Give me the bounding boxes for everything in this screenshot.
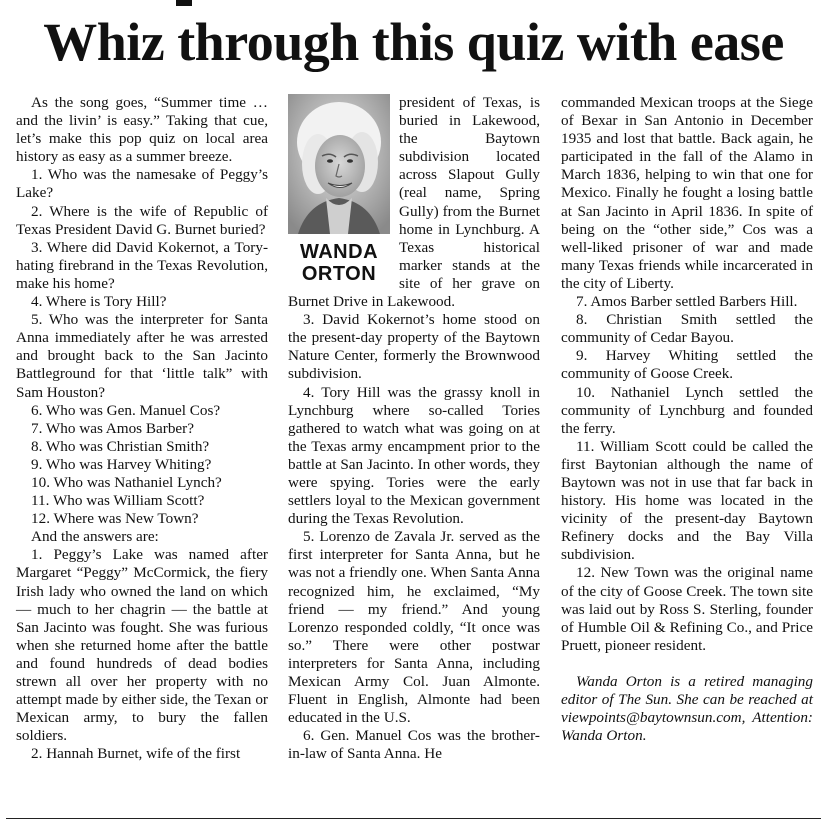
quiz-question-4: 4. Where is Tory Hill? bbox=[31, 293, 167, 311]
column-3 bbox=[561, 94, 813, 745]
author-byline bbox=[288, 241, 390, 285]
answer-11: 11. William Scott could be called the first Baytonian although the name of Baytown was not in use that far back in history. His home was located in the vicinity of the present-day Baytown Refinery docks and the Bay Villa subdivision. bbox=[561, 437, 813, 564]
quiz-question-6: 6. Who was Gen. Manuel Cos? bbox=[31, 401, 221, 419]
quiz-question-3: 3. Where did David Kokernot, a Tory-hating firebrand in the Texas Revolution, make his home? bbox=[16, 238, 268, 292]
column-2 bbox=[288, 94, 540, 763]
author-photo bbox=[288, 94, 390, 234]
author-last-name: ORTON bbox=[301, 263, 377, 285]
author-signoff: Wanda Orton is a retired managing editor of The Sun. She can be reached at viewpoints@baytownsun.com, Attention: Wanda Orton. bbox=[561, 672, 813, 745]
quiz-question-8: 8. Who was Christian Smith? bbox=[31, 437, 210, 455]
answer-4: 4. Tory Hill was the grassy knoll in Lynchburg where so-called Tories gathered to watch what was going on at the Texas army encampment prior to the battle at San Jacinto. In other words, they were spying. Tories were the early settlers loyal to the Mexican government during the Texas Revolution. bbox=[288, 383, 540, 528]
quiz-question-12: 12. Where was New Town? bbox=[31, 510, 199, 528]
answer-10: 10. Nathaniel Lynch settled the community of Lynchburg and founded the ferry. bbox=[561, 383, 813, 437]
answer-8: 8. Christian Smith settled the community of Cedar Bayou. bbox=[561, 311, 813, 347]
headline: Whiz through this quiz with ease bbox=[43, 12, 784, 72]
answer-2-continued: president of Texas, is buried in Lakewood, the Baytown subdivision located across Slapout Gully (real name, Spring Gully) from the Burnet home in Lynchburg. A Texas historical marker stands at the site of her grave on Burnet Drive in Lakewood. bbox=[288, 94, 540, 311]
answer-6-start: 6. Gen. Manuel Cos was the brother-in-law of Santa Anna. He bbox=[288, 727, 540, 763]
answer-9: 9. Harvey Whiting settled the community of Goose Creek. bbox=[561, 347, 813, 383]
quiz-question-5: 5. Who was the interpreter for Santa Anna immediately after he was arrested and brought back to the San Jacinto Battleground for that ‘little talk” with Sam Houston? bbox=[16, 311, 268, 401]
answer-5: 5. Lorenzo de Zavala Jr. served as the first interpreter for Santa Anna, but he was not a friendly one. When Santa Anna recognized him, he exclaimed, “My friend — my friend.” And young Lorenzo responded coldly, “It once was so.” There were other postwar interpreters for Santa Anna, including Mexican Army Col. Juan Almonte. Fluent in English, Almonte had been educated in the U.S. bbox=[288, 528, 540, 727]
answer-7: 7. Amos Barber settled Barbers Hill. bbox=[576, 293, 798, 311]
answer-3: 3. David Kokernot’s home stood on the present-day property of the Baytown Nature Center, formerly the Brownwood subdivision. bbox=[288, 311, 540, 383]
quiz-question-7: 7. Who was Amos Barber? bbox=[31, 419, 194, 437]
answer-6-continued: commanded Mexican troops at the Siege of Bexar in San Antonio in December 1935 and lost that battle. Back again, he participated in the fall of the Alamo in March 1836, helping to win that one for Mexico. Finally he fought a losing battle at San Jacinto in April 1836. In spite of being on the “other side,” Cos was a well-liked prisoner of war and made many Texas friends while incarcerated in the city of Liberty. bbox=[561, 94, 813, 292]
quiz-question-10: 10. Who was Nathaniel Lynch? bbox=[31, 473, 222, 491]
author-portrait-image bbox=[288, 94, 390, 234]
paragraph: As the song goes, “Summer time … and the livin’ is easy.” Taking that cue, let’s make this pop quiz on local area history as easy as a summer breeze. bbox=[16, 94, 268, 166]
answer-1: 1. Peggy’s Lake was named after Margaret “Peggy” McCormick, the fiery Irish lady who owned the land on which — much to her chagrin — the battle at San Jacinto was fought. She was furious when she returned home after the battle and found hundreds of dead bodies strewn all over her property with no attempt made by either side, the Texan or Mexican army, to bury the fallen soldiers. bbox=[16, 546, 268, 745]
quiz-question-9: 9. Who was Harvey Whiting? bbox=[31, 455, 212, 473]
answer-12: 12. New Town was the original name of the city of Goose Creek. The town site was laid out by Ross S. Sterling, founder of Humble Oil & Refining Co., and Price Pruett, pioneer resident. bbox=[561, 564, 813, 654]
quiz-question-11: 11. Who was William Scott? bbox=[31, 492, 205, 510]
bottom-rule bbox=[6, 818, 821, 819]
quiz-question-1: 1. Who was the namesake of Peggy’s Lake? bbox=[16, 166, 268, 202]
quiz-question-2: 2. Where is the wife of Republic of Texas President David G. Burnet buried? bbox=[16, 202, 268, 238]
answer-2-start: 2. Hannah Burnet, wife of the first bbox=[31, 745, 241, 763]
answers-heading: And the answers are: bbox=[31, 528, 159, 546]
author-first-name: WANDA bbox=[299, 241, 379, 263]
column-1 bbox=[16, 94, 268, 763]
author-mugshot bbox=[288, 94, 393, 285]
